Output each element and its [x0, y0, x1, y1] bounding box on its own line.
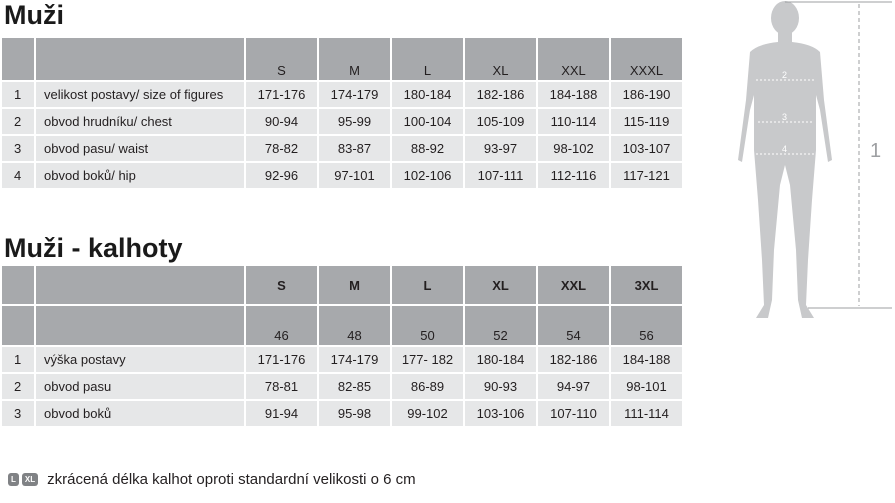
body-measurement-figure — [728, 0, 895, 330]
table-row — [2, 374, 682, 399]
table-row — [2, 347, 682, 372]
table-cell: 90-94 — [246, 109, 317, 134]
size-header: S — [246, 266, 317, 304]
footnote-text: zkrácená délka kalhot oproti standardní velikosti o 6 cm — [47, 471, 416, 488]
numeric-size-header: 52 — [465, 306, 536, 345]
table-cell: 94-97 — [538, 374, 609, 399]
numeric-size-header: 56 — [611, 306, 682, 345]
figure-label: 2 — [782, 70, 788, 80]
table-cell: 102-106 — [392, 163, 463, 188]
table-cell: 95-98 — [319, 401, 390, 426]
men-title: Muži — [4, 0, 64, 30]
size-header: L — [392, 38, 463, 80]
table-cell: 83-87 — [319, 136, 390, 161]
header-blank — [36, 266, 244, 304]
row-number: 2 — [2, 374, 34, 399]
table-cell: 182-186 — [465, 82, 536, 107]
row-number: 3 — [2, 401, 34, 426]
header-blank — [2, 306, 34, 345]
table-cell: 171-176 — [246, 82, 317, 107]
size-header: S — [246, 38, 317, 80]
table-cell: 184-188 — [611, 347, 682, 372]
numeric-size-header: 54 — [538, 306, 609, 345]
footnote — [8, 471, 416, 488]
table-cell: 174-179 — [319, 347, 390, 372]
figure-label: 4 — [782, 144, 788, 154]
table-cell: 171-176 — [246, 347, 317, 372]
table-row — [2, 401, 682, 426]
table-cell: 174-179 — [319, 82, 390, 107]
table-cell: 103-107 — [611, 136, 682, 161]
table-cell: 184-188 — [538, 82, 609, 107]
table-cell: 97-101 — [319, 163, 390, 188]
row-label: obvod pasu — [36, 374, 244, 399]
row-label: obvod hrudníku/ chest — [36, 109, 244, 134]
size-header: 3XL — [611, 266, 682, 304]
table-cell: 82-85 — [319, 374, 390, 399]
row-number: 1 — [2, 82, 34, 107]
row-number: 1 — [2, 347, 34, 372]
table-cell: 98-102 — [538, 136, 609, 161]
size-header: XXL — [538, 38, 609, 80]
size-header: M — [319, 266, 390, 304]
table-cell: 91-94 — [246, 401, 317, 426]
table-cell: 105-109 — [465, 109, 536, 134]
figure-label: 3 — [782, 112, 788, 122]
size-header: L — [392, 266, 463, 304]
header-blank — [2, 266, 34, 304]
table-row — [2, 109, 682, 134]
row-label: výška postavy — [36, 347, 244, 372]
table-cell: 78-81 — [246, 374, 317, 399]
row-number: 4 — [2, 163, 34, 188]
table-cell: 99-102 — [392, 401, 463, 426]
table-cell: 180-184 — [465, 347, 536, 372]
human-silhouette — [738, 1, 832, 318]
row-label: velikost postavy/ size of figures — [36, 82, 244, 107]
table-row — [2, 136, 682, 161]
size-header: XXXL — [611, 38, 682, 80]
table-cell: 78-82 — [246, 136, 317, 161]
numeric-size-header: 46 — [246, 306, 317, 345]
table-cell: 107-110 — [538, 401, 609, 426]
size-l-badge: L — [8, 473, 19, 486]
row-label: obvod boků/ hip — [36, 163, 244, 188]
trousers-header-row — [2, 266, 682, 304]
numeric-size-header: 48 — [319, 306, 390, 345]
table-row — [2, 82, 682, 107]
table-cell: 100-104 — [392, 109, 463, 134]
numeric-size-header: 50 — [392, 306, 463, 345]
header-blank — [36, 38, 244, 80]
table-cell: 90-93 — [465, 374, 536, 399]
table-cell: 177- 182 — [392, 347, 463, 372]
size-header: XL — [465, 266, 536, 304]
table-cell: 92-96 — [246, 163, 317, 188]
table-cell: 115-119 — [611, 109, 682, 134]
trousers-numeric-size-row — [2, 306, 682, 345]
size-header: XXL — [538, 266, 609, 304]
table-cell: 110-114 — [538, 109, 609, 134]
table-cell: 98-101 — [611, 374, 682, 399]
table-cell: 182-186 — [538, 347, 609, 372]
men-header-row — [2, 38, 682, 80]
table-cell: 88-92 — [392, 136, 463, 161]
size-header: M — [319, 38, 390, 80]
figure-label: 1 — [870, 140, 882, 162]
row-number: 3 — [2, 136, 34, 161]
row-label: obvod boků — [36, 401, 244, 426]
table-cell: 180-184 — [392, 82, 463, 107]
row-number: 2 — [2, 109, 34, 134]
table-cell: 86-89 — [392, 374, 463, 399]
men-size-table — [0, 36, 684, 190]
table-cell: 112-116 — [538, 163, 609, 188]
table-row — [2, 163, 682, 188]
table-cell: 117-121 — [611, 163, 682, 188]
table-cell: 103-106 — [465, 401, 536, 426]
header-blank — [36, 306, 244, 345]
size-header: XL — [465, 38, 536, 80]
row-label: obvod pasu/ waist — [36, 136, 244, 161]
size-xl-badge: XL — [22, 473, 38, 486]
table-cell: 186-190 — [611, 82, 682, 107]
table-cell: 93-97 — [465, 136, 536, 161]
table-cell: 107-111 — [465, 163, 536, 188]
trousers-title: Muži - kalhoty — [4, 233, 183, 263]
header-blank — [2, 38, 34, 80]
trousers-size-table — [0, 264, 684, 428]
table-cell: 95-99 — [319, 109, 390, 134]
table-cell: 111-114 — [611, 401, 682, 426]
